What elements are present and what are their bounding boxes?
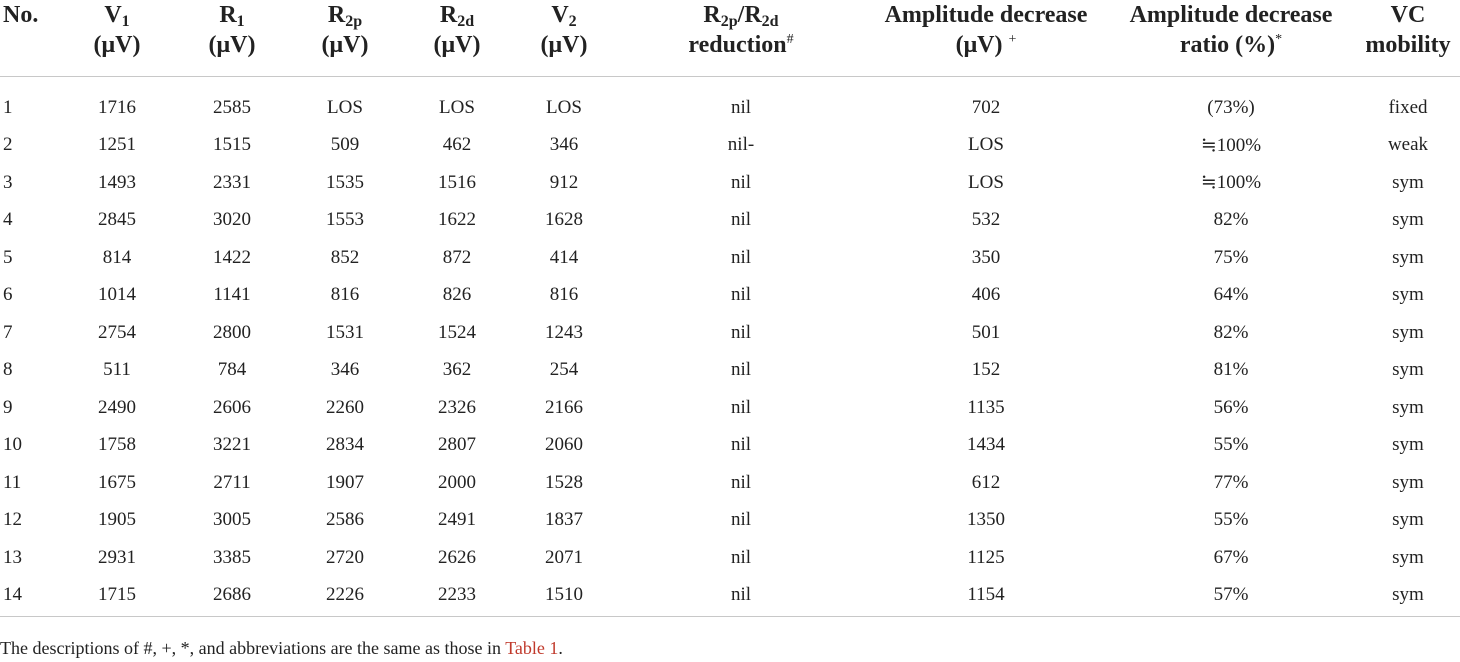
table-row: [0, 77, 1460, 127]
cell-r1: 2331: [213, 171, 251, 193]
cell-no: 1: [3, 96, 13, 118]
cell-amplitude-decrease: 501: [971, 321, 1001, 343]
cell-v1: 1493: [98, 171, 136, 193]
cell-r1: 2606: [213, 396, 251, 418]
cell-r2p: 852: [330, 246, 360, 268]
cell-amplitude-decrease: 1135: [967, 396, 1005, 418]
cell-r2p: 2260: [326, 396, 364, 418]
cell-reduction: nil: [730, 321, 752, 343]
cell-r2p: LOS: [327, 96, 363, 118]
cell-vc-mobility: sym: [1392, 509, 1424, 531]
cell-v2: 346: [549, 134, 579, 156]
cell-reduction: nil: [730, 546, 752, 568]
cell-amplitude-ratio: 82%: [1213, 321, 1249, 343]
header-r2p: $R_{2p}$ (μV): [288, 0, 402, 77]
table-row: [0, 127, 1460, 165]
cell-v2: 414: [549, 246, 579, 268]
cell-no: 6: [3, 284, 13, 306]
cell-no: 9: [3, 396, 13, 418]
cell-reduction: nil: [730, 471, 752, 493]
table-row: [0, 277, 1460, 315]
cell-r1: 3005: [213, 509, 251, 531]
table-header: [0, 0, 1460, 77]
cell-v1: 2931: [98, 546, 136, 568]
header-vc-mobility: VC mobility: [1356, 0, 1460, 77]
cell-r2d: 1524: [438, 321, 476, 343]
cell-reduction: nil: [730, 509, 752, 531]
table-row: [0, 202, 1460, 240]
cell-amplitude-ratio: 56%: [1213, 396, 1249, 418]
cell-amplitude-ratio: 77%: [1213, 471, 1249, 493]
cell-v2: 912: [549, 171, 579, 193]
cell-amplitude-decrease: 612: [971, 471, 1001, 493]
cell-v1: 1675: [98, 471, 136, 493]
cell-vc-mobility: sym: [1392, 396, 1424, 418]
header-no: No.: [0, 0, 58, 77]
cell-vc-mobility: sym: [1356, 577, 1460, 617]
cell-r1: 2800: [213, 321, 251, 343]
cell-v1: 1905: [98, 509, 136, 531]
cell-r1: 2585: [213, 96, 251, 118]
cell-amplitude-decrease: 1350: [967, 509, 1005, 531]
table-row: [0, 314, 1460, 352]
table-row: [0, 427, 1460, 465]
table-1-link[interactable]: Table 1: [505, 638, 559, 658]
cell-reduction: nil: [730, 396, 752, 418]
cell-r1: 2711: [213, 471, 251, 493]
cell-v1: 1251: [98, 134, 136, 156]
cell-r2d: 2626: [438, 546, 476, 568]
cell-r1: 784: [217, 359, 247, 381]
cell-no: 10: [3, 434, 22, 456]
cell-r2p: 1553: [326, 209, 364, 231]
cell-amplitude-ratio: 81%: [1213, 359, 1249, 381]
cell-r2p: 1535: [326, 171, 364, 193]
cell-v2: 1628: [545, 209, 583, 231]
cell-v1: 1715: [58, 577, 176, 617]
cell-v2: 2060: [545, 434, 583, 456]
cell-amplitude-decrease: 152: [971, 359, 1001, 381]
cell-r2d: 2491: [438, 509, 476, 531]
table-row: [0, 239, 1460, 277]
cell-r2p: 2834: [326, 434, 364, 456]
cell-vc-mobility: sym: [1392, 359, 1424, 381]
cell-vc-mobility: sym: [1392, 321, 1424, 343]
cell-amplitude-decrease: 350: [971, 246, 1001, 268]
table-row: [0, 164, 1460, 202]
cell-r2d: 2233: [402, 577, 512, 617]
cell-amplitude-decrease: 1434: [967, 434, 1005, 456]
header-r1: $R_1$ (μV): [176, 0, 288, 77]
header-r2d: $R_{2d}$ (μV): [402, 0, 512, 77]
cell-r2d: 362: [442, 359, 472, 381]
cell-amplitude-ratio: 67%: [1213, 546, 1249, 568]
table-footnote: [0, 638, 563, 659]
table-row: [0, 352, 1460, 390]
cell-amplitude-ratio: 55%: [1213, 434, 1249, 456]
cell-r2d: 826: [442, 284, 472, 306]
cell-reduction: nil: [730, 434, 752, 456]
cell-no: 7: [3, 321, 13, 343]
cell-amplitude-ratio: 82%: [1213, 209, 1249, 231]
header-amplitude-ratio: Amplitude decrease ratio (%)*: [1106, 0, 1356, 77]
cell-reduction: nil: [730, 209, 752, 231]
cell-vc-mobility: sym: [1392, 471, 1424, 493]
cell-no: 14: [0, 577, 58, 617]
cell-r2d: 2326: [438, 396, 476, 418]
cell-amplitude-decrease: 406: [971, 284, 1001, 306]
cell-r2p: 1531: [326, 321, 364, 343]
cell-reduction: nil: [616, 577, 866, 617]
cell-reduction: nil: [730, 359, 752, 381]
cell-r2d: 1516: [438, 171, 476, 193]
table-row: [0, 464, 1460, 502]
cell-amplitude-ratio: 75%: [1213, 246, 1249, 268]
cell-r1: 1422: [213, 246, 251, 268]
cell-amplitude-decrease: 532: [971, 209, 1001, 231]
cell-amplitude-decrease: 1125: [967, 546, 1005, 568]
cell-r1: 3221: [213, 434, 251, 456]
cell-v2: 2071: [545, 546, 583, 568]
cell-reduction: nil: [730, 171, 752, 193]
table-row: [0, 539, 1460, 577]
cell-r2p: 2586: [326, 509, 364, 531]
cell-r2p: 1907: [326, 471, 364, 493]
cell-vc-mobility: sym: [1392, 246, 1424, 268]
cell-vc-mobility: fixed: [1388, 96, 1428, 118]
cell-amplitude-decrease: LOS: [968, 134, 1004, 156]
cell-r2p: 346: [330, 359, 360, 381]
cell-amplitude-ratio: 64%: [1213, 284, 1249, 306]
cell-v1: 2845: [98, 209, 136, 231]
cell-reduction: nil: [730, 246, 752, 268]
cell-amplitude-ratio: ≒100%: [1200, 134, 1262, 156]
footnote-end: .: [558, 638, 563, 658]
cell-r2p: 509: [330, 134, 360, 156]
cell-r1: 1141: [213, 284, 251, 306]
cell-v1: 1014: [98, 284, 136, 306]
cell-no: 3: [3, 171, 13, 193]
table-row: [0, 502, 1460, 540]
header-amplitude-decrease: Amplitude decrease (μV) +: [866, 0, 1106, 77]
cell-v1: 511: [103, 359, 131, 381]
cell-reduction: nil: [730, 284, 752, 306]
cell-no: 13: [3, 546, 22, 568]
cell-r2p: 816: [330, 284, 360, 306]
cell-r2d: 2807: [438, 434, 476, 456]
cell-v2: 254: [549, 359, 579, 381]
cell-vc-mobility: sym: [1392, 284, 1424, 306]
cell-v2: LOS: [546, 96, 582, 118]
cell-v2: 2166: [545, 396, 583, 418]
cell-vc-mobility: sym: [1392, 171, 1424, 193]
cell-r1: 2686: [176, 577, 288, 617]
cell-v2: 1243: [545, 321, 583, 343]
cell-r2d: 2000: [438, 471, 476, 493]
cell-vc-mobility: weak: [1387, 134, 1429, 156]
cell-v2: 816: [549, 284, 579, 306]
cell-v1: 2754: [98, 321, 136, 343]
cell-vc-mobility: sym: [1392, 434, 1424, 456]
cell-r2d: 872: [442, 246, 472, 268]
header-row: [0, 0, 1460, 77]
table-row: [0, 389, 1460, 427]
cell-amplitude-decrease: LOS: [968, 171, 1004, 193]
cell-amplitude-ratio: 55%: [1213, 509, 1249, 531]
cell-amplitude-ratio: (73%): [1207, 96, 1255, 118]
cell-v2: 1528: [545, 471, 583, 493]
cell-v1: 2490: [98, 396, 136, 418]
cell-no: 8: [3, 359, 13, 381]
table-row: [0, 577, 1460, 617]
cell-r2p: 2226: [288, 577, 402, 617]
header-reduction: $R_{2p}/R_{2d}$ reduction#: [616, 0, 866, 77]
cell-no: 2: [3, 134, 13, 156]
cell-v1: 1716: [98, 96, 136, 118]
cell-reduction: nil: [730, 96, 752, 118]
cell-no: 12: [3, 509, 22, 531]
cell-r2d: LOS: [439, 96, 475, 118]
cell-v2: 1510: [512, 577, 616, 617]
cell-v1: 1758: [98, 434, 136, 456]
cell-vc-mobility: sym: [1392, 209, 1424, 231]
table-body: [0, 77, 1460, 617]
cell-amplitude-ratio: ≒100%: [1200, 172, 1262, 194]
cell-r1: 3020: [213, 209, 251, 231]
cell-vc-mobility: sym: [1392, 546, 1424, 568]
cell-r2p: 2720: [326, 546, 364, 568]
header-v1: $V_1$ (μV): [58, 0, 176, 77]
cell-v2: 1837: [545, 509, 583, 531]
cell-no: 11: [3, 471, 22, 493]
cell-no: 5: [3, 246, 13, 268]
cell-r2d: 462: [442, 134, 472, 156]
footnote-text: The descriptions of #, +, *, and abbreviations are the same as those in: [0, 638, 506, 658]
cell-reduction: nil-: [727, 134, 755, 156]
cell-r1: 3385: [213, 546, 251, 568]
cell-amplitude-decrease: 702: [971, 96, 1001, 118]
cell-no: 4: [3, 209, 13, 231]
cell-v1: 814: [102, 246, 132, 268]
cell-amplitude-ratio: 57%: [1106, 577, 1356, 617]
cell-amplitude-decrease: 1154: [866, 577, 1106, 617]
header-v2: $V_2$ (μV): [512, 0, 616, 77]
cell-r2d: 1622: [438, 209, 476, 231]
cell-r1: 1515: [213, 134, 251, 156]
